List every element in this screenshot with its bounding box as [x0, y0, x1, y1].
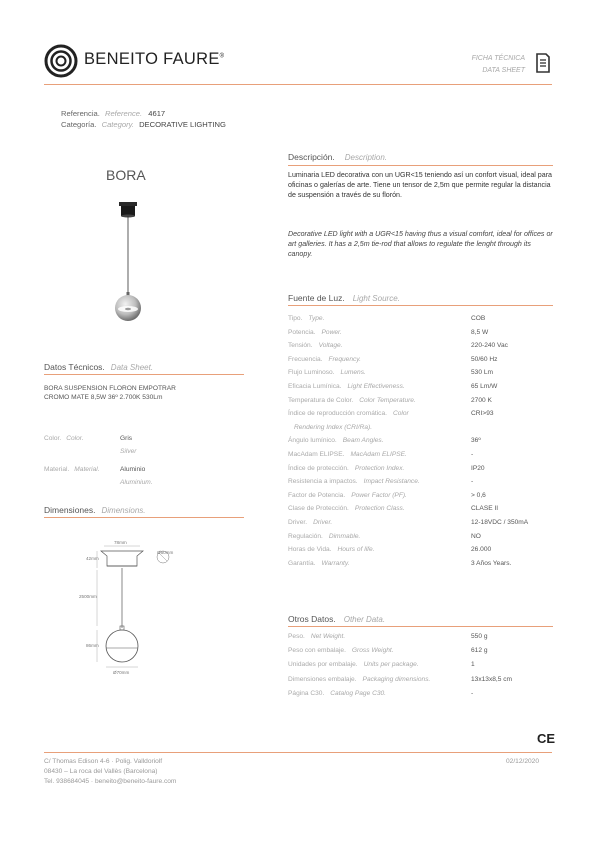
- dim-cable-length: 2500mm: [79, 594, 97, 599]
- light-source-label-es: Frecuencia.: [288, 355, 323, 363]
- light-source-label-es: Flujo Luminoso.: [288, 369, 335, 377]
- light-source-label-en: Protection Index.: [354, 464, 405, 472]
- light-source-row: [288, 492, 543, 506]
- tech-line-1: BORA SUSPENSION FLORON EMPOTRAR: [44, 385, 176, 392]
- light-source-label-en: Color Temperature.: [359, 396, 416, 404]
- other-data-row-value: -: [471, 689, 474, 697]
- footer-date: 02/12/2020: [506, 758, 540, 765]
- category-line: Categoría. Category. DECORATIVE LIGHTING: [61, 120, 226, 129]
- light-source-row-value: 26.000: [471, 546, 492, 554]
- dimension-drawing: [75, 536, 185, 706]
- material-value-es: Aluminio: [120, 466, 146, 473]
- light-source-row-value: 8,5 W: [471, 328, 489, 336]
- light-source-label-es: Potencia.: [288, 328, 316, 336]
- light-source-label-en: Lumens.: [340, 369, 366, 377]
- light-source-label-en: Frequency.: [328, 355, 361, 363]
- other-data-row: [288, 647, 543, 661]
- light-source-row-label: [288, 369, 366, 376]
- light-source-label-en: Dimmable.: [328, 532, 361, 540]
- other-data-label-en: Packaging dimensions.: [362, 675, 431, 683]
- light-source-label-es: Ángulo lumínico.: [288, 437, 337, 445]
- light-source-row: [288, 424, 543, 438]
- light-source-label-en: Power.: [321, 328, 342, 336]
- light-source-row: [288, 315, 543, 329]
- light-source-row-label: [288, 383, 405, 390]
- light-source-row-value: 65 Lm/W: [471, 383, 498, 390]
- light-source-label-en: MacAdam ELIPSE.: [350, 451, 407, 458]
- light-source-row: [288, 369, 543, 383]
- light-source-row: [288, 519, 543, 533]
- light-source-row: [288, 505, 543, 519]
- dim-ball-height: 86mm: [86, 643, 99, 648]
- light-source-row: [288, 383, 543, 397]
- sheet-title-en: DATA SHEET: [482, 67, 525, 74]
- light-source-row-label: [288, 424, 372, 431]
- material-label: Material. Material.: [44, 466, 100, 473]
- dimensions-title: Dimensiones. Dimensions.: [44, 505, 146, 515]
- light-source-label-en: Hours of life.: [337, 546, 375, 554]
- ce-mark: CE: [537, 731, 556, 746]
- brand-name: BENEITO FAURE®: [84, 50, 225, 68]
- light-source-row-label: [288, 533, 360, 540]
- light-source-label-es: Driver.: [288, 519, 308, 526]
- other-data-row: [288, 690, 543, 704]
- material-value-en: Aluminium.: [120, 479, 153, 486]
- color-label: Color. Color.: [44, 435, 84, 442]
- light-source-row-value: IP20: [471, 464, 485, 472]
- other-data-label-es: Peso.: [288, 633, 305, 640]
- other-data-row-label: [288, 690, 386, 697]
- light-source-label-en: Light Effectiveness.: [347, 383, 405, 390]
- light-source-row-label: [288, 397, 416, 404]
- light-source-row: [288, 329, 543, 343]
- light-source-row-value: NO: [471, 532, 481, 540]
- other-data-label-es: Peso con embalaje.: [288, 647, 346, 655]
- light-source-label-en: Protection Class.: [354, 505, 405, 513]
- light-source-row: [288, 356, 543, 370]
- light-source-label-es: Índice de protección.: [288, 464, 349, 472]
- other-data-label-en: Gross Weight.: [351, 647, 394, 655]
- light-source-row-value: CLASE II: [471, 505, 499, 513]
- brand-logo-icon: [44, 44, 78, 78]
- other-data-label-en: Units per package.: [363, 661, 419, 669]
- light-source-row-value: 2700 K: [471, 396, 492, 404]
- other-data-label-es: Unidades por embalaje.: [288, 661, 358, 669]
- light-source-row-value: 50/60 Hz: [471, 355, 498, 363]
- light-source-row: [288, 397, 543, 411]
- light-source-label-es: MacAdam ELIPSE.: [288, 451, 345, 458]
- color-value-es: Gris: [120, 435, 133, 442]
- light-source-row-value: 530 Lm: [471, 369, 493, 377]
- sheet-title-es: FICHA TÉCNICA: [471, 55, 525, 62]
- light-source-label-en: Color: [392, 410, 409, 418]
- light-source-label-es: Regulación.: [288, 532, 323, 540]
- light-source-row-label: [288, 437, 384, 444]
- light-source-row-value: > 0,6: [471, 491, 486, 499]
- header-divider: [44, 84, 552, 85]
- light-source-row-label: [288, 519, 332, 526]
- light-source-row-label: [288, 505, 405, 512]
- light-source-row: [288, 410, 543, 424]
- light-source-label-es: Resistencia a impactos.: [288, 478, 358, 486]
- other-data-row-value: 612 g: [471, 647, 488, 655]
- other-data-label-es: Página C30.: [288, 689, 325, 697]
- light-source-row-value: COB: [471, 315, 486, 322]
- other-data-row-label: [288, 676, 430, 683]
- tech-title: Datos Técnicos. Data Sheet.: [44, 362, 154, 372]
- light-source-row-label: [288, 329, 342, 336]
- light-source-label-en: Voltage.: [318, 342, 343, 350]
- light-source-label-en: Driver.: [313, 519, 333, 526]
- light-source-row-value: 12-18VDC / 350mA: [471, 519, 529, 526]
- dim-top-width: 78mm: [114, 540, 127, 545]
- other-data-row-label: [288, 633, 345, 640]
- footer-divider: [44, 752, 552, 753]
- light-source-row-label: [288, 546, 375, 553]
- light-source-label-es: Garantía.: [288, 559, 316, 567]
- color-value-en: Silver: [120, 448, 137, 455]
- other-data-label-es: Dimensiones embalaje.: [288, 675, 357, 683]
- light-source-label-es: Clase de Protección.: [288, 505, 349, 513]
- dimensions-divider: [44, 517, 244, 518]
- footer-address-2: 08430 – La roca del Vallès (Barcelona): [44, 768, 158, 775]
- light-source-row: [288, 546, 543, 560]
- light-source-row: [288, 478, 543, 492]
- light-source-label-es: Tipo.: [288, 315, 303, 322]
- light-source-row: [288, 465, 543, 479]
- light-source-label-es: Tensión.: [288, 342, 313, 350]
- other-data-title: Otros Datos. Other Data.: [288, 614, 386, 624]
- light-source-row-label: [288, 560, 349, 567]
- other-data-divider: [288, 626, 553, 627]
- light-source-label-en: Beam Angles.: [342, 437, 384, 445]
- dim-canopy-height: 42mm: [86, 556, 99, 561]
- other-data-row-value: 550 g: [471, 633, 488, 640]
- reference-line: Referencia. Reference. 4617: [61, 109, 166, 118]
- light-source-row-label: [288, 451, 407, 458]
- light-source-row-value: 36º: [471, 437, 481, 445]
- tech-divider: [44, 374, 244, 375]
- other-data-row: [288, 633, 543, 647]
- footer-contact: Tel. 938684045 · beneito@beneito-faure.com: [44, 778, 177, 785]
- light-source-label-en: Rendering Index (CRI/Ra).: [294, 423, 373, 431]
- light-source-label-es: Horas de Vida.: [288, 546, 332, 554]
- light-source-row-value: 220-240 Vac: [471, 342, 508, 350]
- light-source-row-label: [288, 356, 361, 363]
- other-data-row: [288, 661, 543, 675]
- footer-address-1: C/ Thomas Edison 4-6 · Polig. Valldoriolf: [44, 758, 163, 765]
- light-source-row-label: [288, 315, 324, 322]
- light-source-row-label: [288, 478, 420, 485]
- description-text-es: Luminaria LED decorativa con un UGR<15 teniendo así un confort visual, ideal para oficinas o galerías de arte. Tiene un tensor de 2,5m que permite regular la distancia de suspensión a través de su florón.: [288, 171, 553, 200]
- other-data-row: [288, 676, 543, 690]
- description-text-en: Decorative LED light with a UGR<15 having thus a visual comfort, ideal for offices or art galleries. It has a 2,5m tie-rod that allows to regulate the lenght through its canopy.: [288, 230, 553, 259]
- light-source-divider: [288, 305, 553, 306]
- other-data-row-value: 1: [471, 661, 475, 669]
- tech-line-2: CROMO MATE 8,5W 36º 2.700K 530Lm: [44, 394, 163, 401]
- product-name: BORA: [106, 167, 146, 183]
- light-source-label-es: Índice de reproducción cromática.: [288, 410, 387, 418]
- document-icon: [535, 53, 551, 73]
- other-data-row-label: [288, 661, 419, 668]
- light-source-label-en: Warranty.: [321, 559, 350, 567]
- light-source-row-value: -: [471, 478, 474, 486]
- dim-ball-diameter: Ø70mm: [113, 670, 130, 675]
- description-title: Descripción. Description.: [288, 152, 388, 162]
- light-source-label-en: Power Factor (PF).: [351, 491, 407, 499]
- light-source-row-label: [288, 465, 404, 472]
- description-divider: [288, 165, 553, 166]
- other-data-row-label: [288, 647, 394, 654]
- dim-hole: Ø60mm: [157, 550, 174, 555]
- other-data-label-en: Net Weight.: [310, 633, 346, 640]
- light-source-label-en: Impact Resistance.: [363, 478, 420, 486]
- light-source-row: [288, 560, 543, 574]
- light-source-row: [288, 437, 543, 451]
- light-source-row-label: [288, 492, 407, 499]
- product-image: [108, 198, 148, 326]
- light-source-row-value: CRI>93: [471, 410, 494, 418]
- light-source-label-es: Temperatura de Color.: [288, 396, 354, 404]
- other-data-row-value: 13x13x8,5 cm: [471, 675, 513, 683]
- light-source-row: [288, 451, 543, 465]
- light-source-row-value: 3 Años Years.: [471, 559, 512, 567]
- light-source-label-es: Factor de Potencia.: [288, 491, 346, 499]
- light-source-row-label: [288, 342, 343, 349]
- light-source-row-label: [288, 410, 409, 417]
- light-source-row: [288, 342, 543, 356]
- light-source-title: Fuente de Luz. Light Source.: [288, 293, 400, 303]
- other-data-label-en: Catalog Page C30.: [330, 689, 387, 697]
- light-source-label-en: Type.: [308, 315, 325, 322]
- light-source-label-es: Eficacia Lumínica.: [288, 383, 342, 390]
- light-source-row: [288, 533, 543, 547]
- light-source-row-value: -: [471, 451, 474, 458]
